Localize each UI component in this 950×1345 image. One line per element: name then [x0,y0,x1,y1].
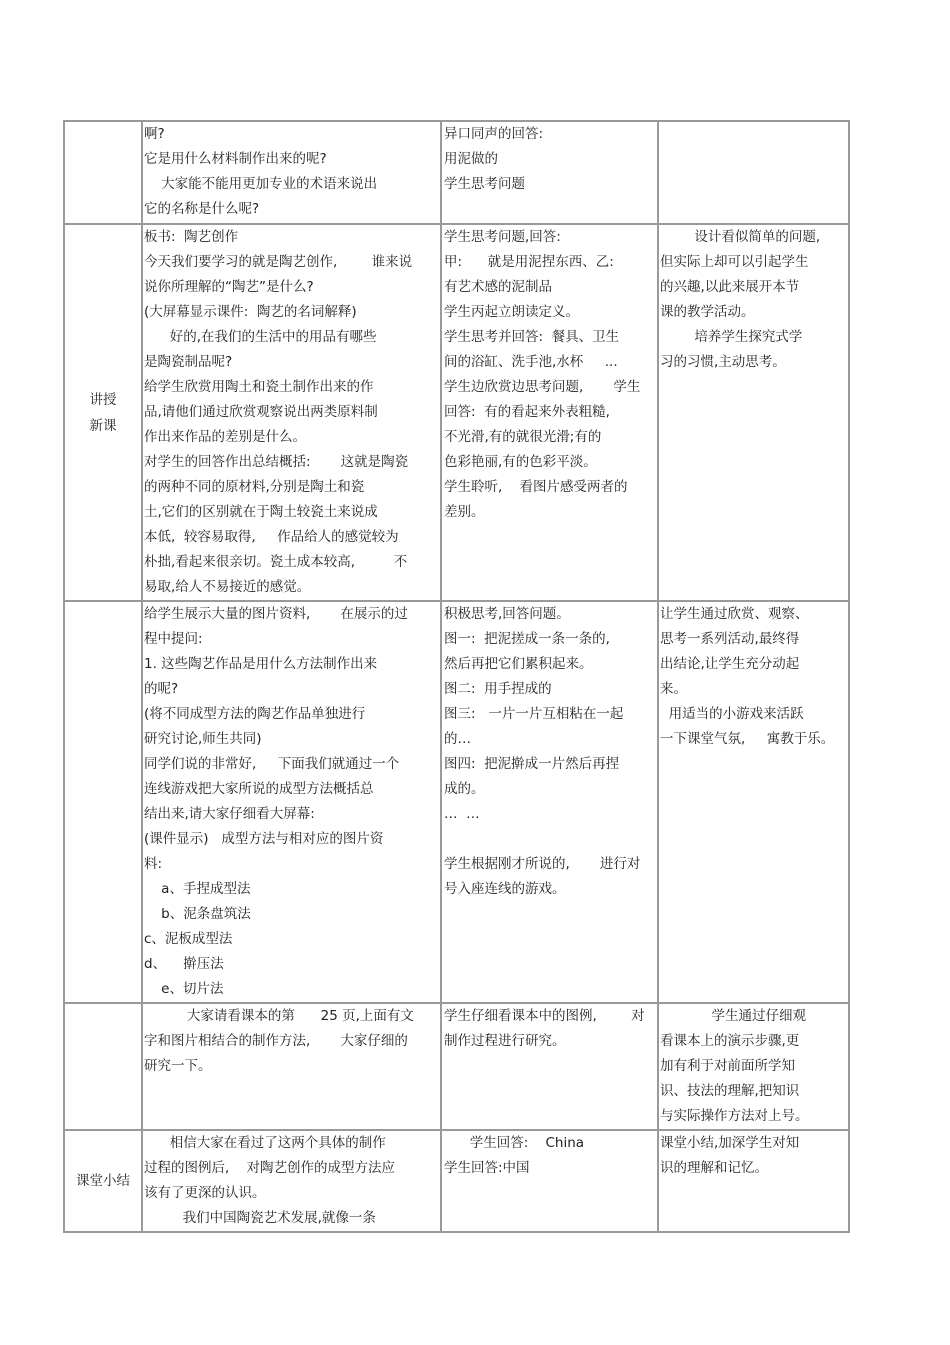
text-line: 相信大家在看过了这两个具体的制作 [144,1135,386,1151]
text-line: 易取,给人不易接近的感觉。 [144,579,311,595]
table-row [64,224,849,601]
text-line: 识的理解和记忆。 [660,1160,768,1176]
text-line: 我们中国陶瓷艺术发展,就像一条 [144,1210,376,1226]
table-row [64,601,849,1003]
text-line: 习的习惯,主动思考。 [660,354,786,370]
text-line: 课堂小结,加深学生对知 [660,1135,800,1151]
text-line [442,827,657,852]
text-line: … … [444,806,480,822]
text-line: 回答: 有的看起来外表粗糙, [444,404,610,420]
text-line: 它的名称是什么呢? [144,201,260,217]
text-line: 课的教学活动。 [660,304,755,320]
text-line: 它是用什么材料制作出来的呢? [144,151,327,167]
text-line: 图三: 一片一片互相粘在一起 [444,706,624,722]
text-line: 对学生的回答作出总结概括: 这就是陶瓷 [144,454,409,470]
student-activity-cell [441,601,658,1003]
text-line: 品,请他们通过欣赏观察说出两类原料制 [144,404,378,420]
text-line: 用适当的小游戏来活跃 [660,706,804,722]
text-line: 色彩艳丽,有的色彩平淡。 [444,454,597,470]
text-line: 今天我们要学习的就是陶艺创作, 谁来说 [144,254,413,270]
text-line: d、 擀压法 [144,956,224,972]
section-cell [64,224,142,601]
text-line: 设计看似简单的问题, [660,229,821,245]
lesson-plan-table [63,120,850,1233]
text-line: 图二: 用手捏成的 [444,681,552,697]
text-line: 结出来,请大家仔细看大屏幕: [144,806,315,822]
text-line: 有艺术感的泥制品 [444,279,552,295]
text-line: 的两种不同的原材料,分别是陶土和瓷 [144,479,365,495]
text-line: 培养学生探究式学 [660,329,803,345]
text-line: 给学生展示大量的图片资料, 在展示的过 [144,606,408,622]
text-line: 思考一系列活动,最终得 [660,631,800,647]
text-line: 学生丙起立朗读定义。 [444,304,579,320]
text-line: 本低, 较容易取得, 作品给人的感觉较为 [144,529,399,545]
student-activity-cell [441,1130,658,1232]
text-line: 但实际上却可以引起学生 [660,254,809,270]
table-row [64,1130,849,1232]
section-label: 课堂小结 [76,1173,130,1189]
text-line: 的兴趣,以此来展开本节 [660,279,800,295]
text-line: 同学们说的非常好, 下面我们就通过一个 [144,756,400,772]
text-line: 成的。 [444,781,485,797]
design-intent-cell [658,1130,849,1232]
text-line: 程中提问: [144,631,203,647]
design-intent-cell [658,121,849,224]
text-line: 研究一下。 [144,1058,212,1074]
text-line: 学生根据刚才所说的, 进行对 [444,856,641,872]
text-line: 用泥做的 [444,151,498,167]
text-line: 学生思考问题,回答: [444,229,561,245]
text-line: 是陶瓷制品呢? [144,354,233,370]
text-line: (将不同成型方法的陶艺作品单独进行 [144,706,366,722]
section-cell [64,1003,142,1130]
text-line: 作出来作品的差别是什么。 [144,429,306,445]
text-line: a、手捏成型法 [144,881,251,897]
text-line: 不光滑,有的就很光滑;有的 [444,429,602,445]
text-line: 连线游戏把大家所说的成型方法概括总 [144,781,374,797]
text-line: 制作过程进行研究。 [444,1033,566,1049]
text-line: 啊? [144,126,165,142]
text-line: 学生回答:中国 [444,1160,530,1176]
section-label: 讲授 [89,391,117,408]
text-line: 学生仔细看课本中的图例, 对 [444,1008,645,1024]
text-line: 来。 [660,681,687,697]
text-line: 研究讨论,师生共同) [144,731,262,747]
text-line: 说你所理解的“陶艺”是什么? [144,279,314,295]
text-line: 图四: 把泥擀成一片然后再捏 [444,756,620,772]
teacher-activity-cell [142,224,441,601]
text-line: 学生聆听, 看图片感受两者的 [444,479,628,495]
text-line: 学生回答: China [444,1135,585,1151]
section-cell [64,121,142,224]
text-line: 的… [444,731,471,747]
text-line: 学生通过仔细观 [660,1008,806,1024]
text-line: 学生边欣赏边思考问题, 学生 [444,379,641,395]
text-line: 差别。 [444,504,485,520]
text-line: 让学生通过欣赏、观察、 [660,606,809,622]
student-activity-cell [441,224,658,601]
section-cell [64,1130,142,1232]
section-cell [64,601,142,1003]
text-line: 一下课堂气氛, 寓教于乐。 [660,731,835,747]
text-line: 的呢? [144,681,179,697]
text-line: 料: [144,856,163,872]
text-line: 出结论,让学生充分动起 [660,656,800,672]
design-intent-cell [658,224,849,601]
section-label: 新课 [89,417,117,434]
text-line: 大家能不能用更加专业的术语来说出 [144,176,378,192]
student-activity-cell [441,1003,658,1130]
text-line: 识、技法的理解,把知识 [660,1083,800,1099]
teacher-activity-cell [142,121,441,224]
text-line: 大家请看课本的第 25 页,上面有文 [144,1008,414,1024]
teacher-activity-cell [142,601,441,1003]
text-line: 间的浴缸、洗手池,水杯 ... [444,354,618,370]
text-line: (大屏幕显示课件: 陶艺的名词解释) [144,304,357,320]
design-intent-cell [658,1003,849,1130]
text-line: 给学生欣赏用陶土和瓷土制作出来的作 [144,379,374,395]
text-line: 积极思考,回答问题。 [444,606,570,622]
teacher-activity-cell [142,1130,441,1232]
student-activity-cell [441,121,658,224]
text-line: 然后再把它们累积起来。 [444,656,593,672]
text-line: 甲: 就是用泥捏东西、乙: [444,254,614,270]
text-line: 土,它们的区别就在于陶土较瓷土来说成 [144,504,378,520]
text-line: 学生思考并回答: 餐具、卫生 [444,329,620,345]
text-line: (课件显示) 成型方法与相对应的图片资 [144,831,384,847]
text-line: 学生思考问题 [444,176,525,192]
text-line: b、泥条盘筑法 [144,906,251,922]
text-line: 1. 这些陶艺作品是用什么方法制作出来 [144,656,378,672]
design-intent-cell [658,601,849,1003]
text-line: e、切片法 [144,981,224,997]
text-line: 异口同声的回答: [444,126,544,142]
text-line: 朴拙,看起来很亲切。瓷土成本较高, 不 [144,554,408,570]
text-line: 板书: 陶艺创作 [144,229,239,245]
text-line: 字和图片相结合的制作方法, 大家仔细的 [144,1033,408,1049]
table-row [64,1003,849,1130]
text-line: c、泥板成型法 [144,931,233,947]
text-line: 过程的图例后, 对陶艺创作的成型方法应 [144,1160,395,1176]
text-line: 图一: 把泥搓成一条一条的, [444,631,610,647]
text-line: 该有了更深的认识。 [144,1185,266,1201]
teacher-activity-cell [142,1003,441,1130]
text-line: 好的,在我们的生活中的用品有哪些 [144,329,377,345]
text-line: 加有利于对前面所学知 [660,1058,795,1074]
text-line: 号入座连线的游戏。 [444,881,566,897]
text-line: 与实际操作方法对上号。 [660,1108,809,1124]
table-row [64,121,849,224]
text-line: 看课本上的演示步骤,更 [660,1033,800,1049]
